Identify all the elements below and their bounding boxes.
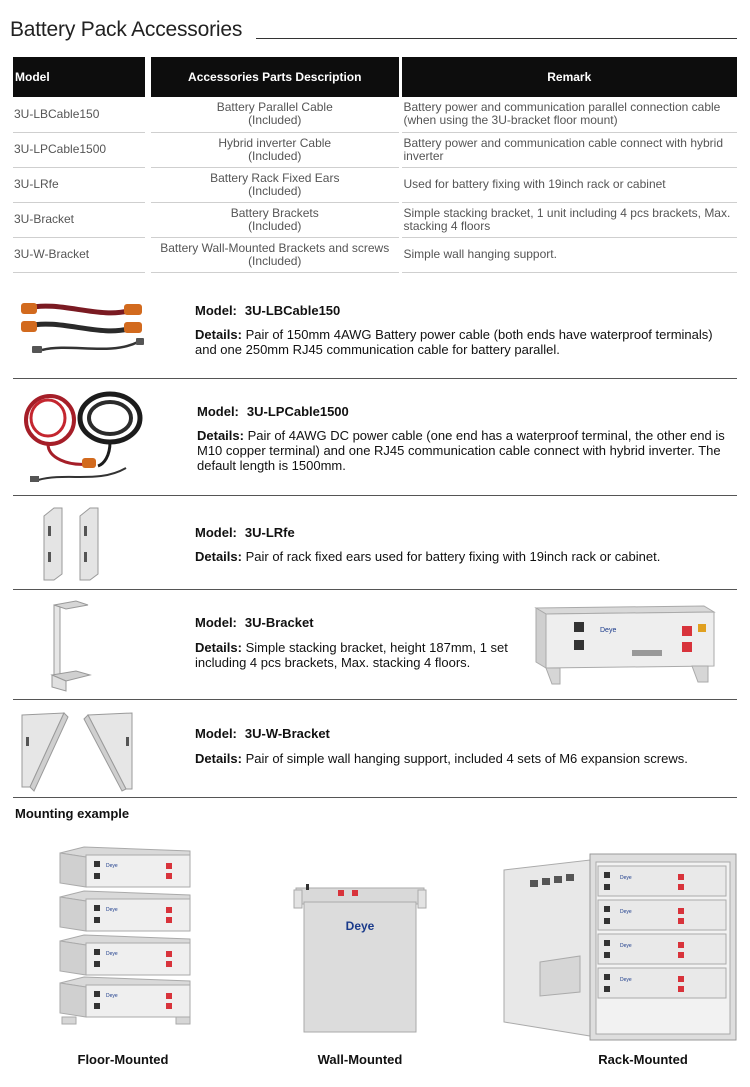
cell-model: 3U-LPCable1500 xyxy=(13,132,148,167)
brand-logo: Deye xyxy=(600,627,617,634)
cell-model: 3U-LBCable150 xyxy=(13,97,148,132)
product-model: Model: 3U-LBCable150 xyxy=(195,303,341,318)
floor-mounted-image xyxy=(56,845,196,1025)
product-details: Details: Pair of 150mm 4AWG Battery power cable (both ends have waterproof terminals) and one 250mm RJ45 communication cable for battery parallel. xyxy=(195,327,713,357)
cell-remark: Battery power and communication cable connect with hybrid inverter xyxy=(400,132,737,167)
cell-remark: Battery power and communication parallel connection cable (when using the 3U-bracket floor mount) xyxy=(400,97,737,132)
section-divider xyxy=(13,378,737,379)
product-details: Details: Pair of rack fixed ears used for battery fixing with 19inch rack or cabinet. xyxy=(195,549,661,564)
title-rule xyxy=(256,38,737,39)
table-row xyxy=(13,237,737,272)
product-details: Details: Pair of 4AWG DC power cable (one end has a waterproof terminal, the other end is M10 copper terminal) and one RJ45 communication cable connect with hybrid inverter. The default length is 1500mm. xyxy=(197,428,725,473)
product-model: Model: 3U-LRfe xyxy=(195,525,295,540)
brand-logo: Deye xyxy=(345,919,375,933)
product-details: Details: Simple stacking bracket, height 187mm, 1 set including 4 pcs brackets, Max. stacking 4 floors. xyxy=(195,640,508,670)
wall-bracket-image xyxy=(18,707,140,793)
header-description: Accessories Parts Description xyxy=(148,57,400,97)
product-model: Model: 3U-Bracket xyxy=(195,615,314,630)
rack-fixed-ears-image xyxy=(40,506,110,582)
brand-logo: Deye xyxy=(106,907,118,913)
brand-logo: Deye xyxy=(106,863,118,869)
brand-logo: Deye xyxy=(106,993,118,999)
stacking-bracket-image xyxy=(46,597,96,693)
product-details: Details: Pair of simple wall hanging support, included 4 sets of M6 expansion screws. xyxy=(195,751,688,766)
cell-model: 3U-Bracket xyxy=(13,202,148,237)
wall-mounted-image xyxy=(292,880,428,1036)
cell-remark: Simple wall hanging support. xyxy=(400,237,737,272)
table-row xyxy=(13,167,737,202)
table-header-row xyxy=(13,57,737,97)
cell-description: Battery Brackets (Included) xyxy=(148,202,400,237)
hybrid-inverter-cable-image xyxy=(18,388,148,490)
brand-logo: Deye xyxy=(106,951,118,957)
product-model: Model: 3U-W-Bracket xyxy=(195,726,330,741)
section-divider xyxy=(13,699,737,700)
section-divider xyxy=(13,589,737,590)
page-title: Battery Pack Accessories xyxy=(10,18,243,41)
cell-model: 3U-W-Bracket xyxy=(13,237,148,272)
caption-rack-mounted: Rack-Mounted xyxy=(598,1052,688,1067)
table-row xyxy=(13,132,737,167)
rack-mounted-image xyxy=(500,852,740,1042)
brand-logo: Deye xyxy=(620,909,632,915)
caption-wall-mounted: Wall-Mounted xyxy=(317,1052,403,1067)
cell-description: Battery Wall-Mounted Brackets and screws (Included) xyxy=(148,237,400,272)
table-row xyxy=(13,202,737,237)
brand-logo: Deye xyxy=(620,875,632,881)
battery-parallel-cable-image xyxy=(20,298,145,360)
header-remark: Remark xyxy=(400,57,737,97)
cell-description: Battery Parallel Cable (Included) xyxy=(148,97,400,132)
mounting-example-title: Mounting example xyxy=(15,806,130,821)
caption-floor-mounted: Floor-Mounted xyxy=(77,1052,169,1067)
cell-model: 3U-LRfe xyxy=(13,167,148,202)
cell-remark: Used for battery fixing with 19inch rack or cabinet xyxy=(400,167,737,202)
section-divider xyxy=(13,495,737,496)
cell-description: Hybrid inverter Cable (Included) xyxy=(148,132,400,167)
cell-remark: Simple stacking bracket, 1 unit including 4 pcs brackets, Max. stacking 4 floors xyxy=(400,202,737,237)
brand-logo: Deye xyxy=(620,943,632,949)
accessories-table xyxy=(13,57,737,273)
cell-description: Battery Rack Fixed Ears (Included) xyxy=(148,167,400,202)
table-row xyxy=(13,97,737,132)
battery-on-bracket-image xyxy=(522,600,722,688)
section-divider xyxy=(13,797,737,798)
product-model: Model: 3U-LPCable1500 xyxy=(197,404,349,419)
header-model: Model xyxy=(13,57,148,97)
brand-logo: Deye xyxy=(620,977,632,983)
